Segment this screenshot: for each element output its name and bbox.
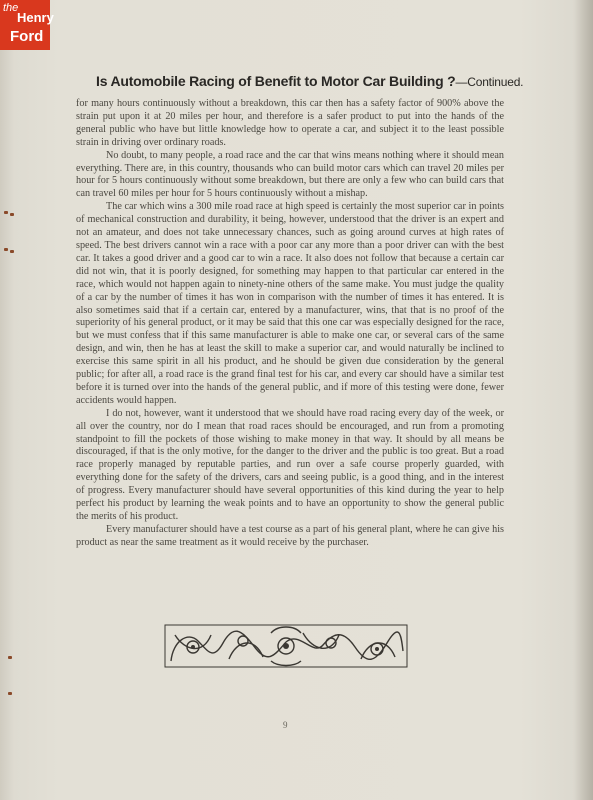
title-main: Is Automobile Racing of Benefit to Motor Car Building ? [96,73,456,89]
paragraph-3: The car which wins a 300 mile road race at high speed is certainly the most superior car in points of mechanical construction and durability, it being, however, understood that the driver is an expert and not an amateur, and does not take unnecessary chances, such as going around curves at high rates of speed. The best drivers cannot win a race with a poor car any more than a poor driver can with the best car. It takes a good driver and a good car to win a race. It also does not follow that because a certain car did not win, that it is poorly designed, for something may happen to that particular car entered in the race, which would not happen again to ninety-nine others of the same make. You must judge the quality of a car by the number of times it has won in comparison with the number of times it has entered. It is also sometimes said that if a certain car, entered by a manufacturer, wins, that that is no proof of the superiority of his general product, or it may be said that this one car was especially designed for the race, but we must confess that if this same manufacturer is able to make one car, or several cars of the same design, and win, then he has at least the skill to make a superior car, and would naturally be inclined to exercise this same spirit in all his product, and he should be given due consideration by the general public; for after all, a road race is the grand final test for his car, and every car should have a similar test before it is turned over into the hands of the general public, and if more of this testing were done, fewer accidents would happen. [76,201,505,406]
henry-ford-logo [0,0,54,50]
logo-text-the: the [3,2,19,14]
paragraph-1: for many hours continuously without a breakdown, this car then has a safety factor of 900% above the strain put upon it at 20 miles per hour, and therefore is a safer product to put into the hands of the general public who have but little knowledge how to operate a car, and subject it to the least possible strain in driving over ordinary roads. [76,98,504,148]
page-number: 9 [283,720,288,730]
logo-text-henry: Henry [17,10,54,25]
paragraph-5: Every manufacturer should have a test course as a part of his general plant, where he can give his product as near the same treatment as it would receive by the purchaser. [76,523,504,548]
decorative-ornament [163,621,409,671]
page-title [96,73,524,89]
title-continued: —Continued. [455,75,524,89]
page-edge-shadow [573,0,593,800]
logo-text-ford: Ford [10,28,44,45]
article-body [76,98,504,550]
paragraph-2: No doubt, to many people, a road race and the car that wins means nothing where it should mean everything. There are, in this country, thousands who can build motor cars which can travel 20 miles per hour for 5 hours continuously without some breakdown, but there are only a few who can build cars that can travel 60 miles per hour for 5 hours continuously without a mishap. [76,149,504,200]
paragraph-4: I do not, however, want it understood that we should have road racing every day of the week, or all over the country, nor do I mean that road races should be encouraged, and run from a promoting standpoint to fill the pockets of those wishing to make money in that way. It should by all means be discouraged, if that is the only motive, for the danger to the driver and the public is too great. But a road race properly managed by reputable parties, and run over a safe course properly guarded, with everything done for the safety of the drivers, cars and seeing public, is a good thing, and in the interest of progress. Every manufacturer should have several opportunities of this kind during the year to help perfect his product by learning the weak points and to have an opportunity to show the general public the merits of his product. [76,407,504,522]
